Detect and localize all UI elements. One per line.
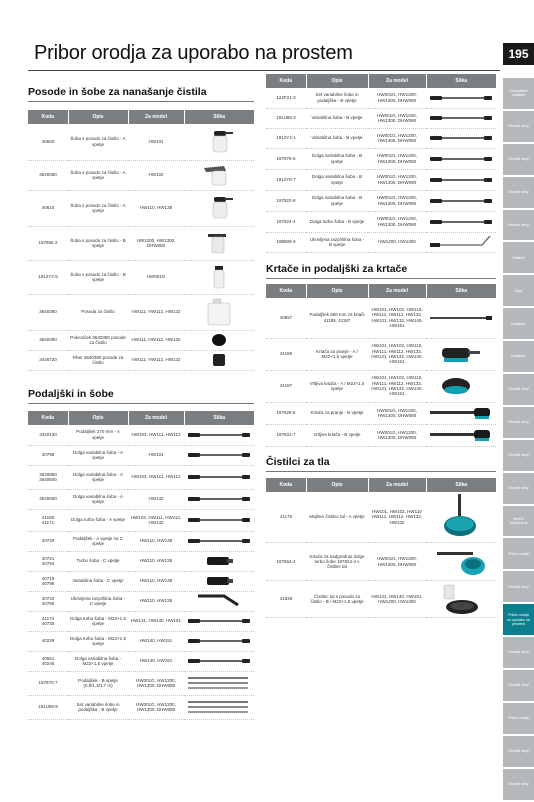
cell-desc: Podaljšek - A vpetje na C vpetje — [68, 531, 128, 551]
side-tab[interactable]: Rezalni stroji — [503, 473, 534, 504]
table-header — [28, 110, 254, 124]
cell-code: 197876-5 — [266, 148, 306, 169]
cell-code: 3640390 — [28, 330, 68, 350]
column-header-code: Koda — [266, 284, 306, 298]
cell-model: HW101, HW102, HW110 HW111, HW112, HW132, HW132 — [368, 492, 426, 543]
cell-code: 40720 — [28, 531, 68, 551]
section-divider — [266, 278, 496, 279]
cell-code: 197870-7 — [28, 671, 68, 695]
cell-model: HW102 — [128, 160, 184, 190]
table-row — [28, 330, 254, 350]
side-tab[interactable]: Brusilniki — [503, 308, 534, 339]
cell-code: 40657 — [266, 298, 306, 338]
section-title-posode: Posode in šobe za nanašanje čistila — [28, 86, 207, 98]
product-image-lance-icon — [426, 211, 496, 232]
cell-code: 41849 — [266, 581, 306, 618]
cell-code: 191U86-2 — [266, 108, 306, 128]
page-number: 195 — [503, 43, 534, 65]
product-image-rods-icon — [184, 671, 254, 695]
product-image-brush-long-icon — [426, 424, 496, 446]
cell-code: 41186 — [266, 338, 306, 370]
cell-model: HW101 — [128, 445, 184, 465]
table-row — [28, 531, 254, 551]
column-header-desc: Opis — [306, 284, 368, 298]
product-image-lance-icon — [426, 128, 496, 148]
section-divider — [28, 101, 254, 102]
table-row — [266, 108, 496, 128]
cell-code: 40798 — [28, 445, 68, 465]
table-row — [28, 425, 254, 445]
cell-model: HW001G, HW1200, HW1300, DHW080 — [368, 148, 426, 169]
product-image-rods-icon — [184, 695, 254, 719]
cell-model: HW102, HW111, HW112 — [128, 425, 184, 445]
product-image-lance-icon — [184, 445, 254, 465]
column-header-image: Slika — [426, 74, 496, 88]
table-row — [28, 489, 254, 509]
side-tab[interactable]: Vrtalniki — [503, 242, 534, 273]
cell-desc: Turbo šoba - C vpetje — [68, 551, 128, 571]
cell-model: HW001G, HW1200, HW1300, DHW080 — [368, 211, 426, 232]
side-tab[interactable]: Rezalni stroji — [503, 144, 534, 175]
product-image-brush-long-icon — [426, 402, 496, 424]
cell-model: HW001G, HW1200, HW1300, DHW080 — [368, 108, 426, 128]
column-header-model: Za model — [368, 74, 426, 88]
cell-code: 197824-4 — [266, 211, 306, 232]
column-header-code: Koda — [28, 411, 68, 425]
side-tab[interactable]: Rezalni stroji — [503, 769, 534, 800]
cell-desc: Pokrovček 3640380 posode za čistilo — [68, 330, 128, 350]
product-image-brush-icon — [426, 338, 496, 370]
cell-desc: Krtača za pranje - B vpetje — [306, 402, 368, 424]
product-image-cap-icon — [184, 330, 254, 350]
side-tab[interactable]: Žage — [503, 275, 534, 306]
product-image-lance-icon — [184, 489, 254, 509]
cell-desc: Filter 3640380 posode za čistilo — [68, 350, 128, 370]
product-image-lance-icon — [184, 531, 254, 551]
table-row — [28, 445, 254, 465]
cell-desc: Dolga turbo šoba - M22×1,5 vpetje — [68, 611, 128, 631]
column-header-model: Za model — [368, 478, 426, 492]
cell-desc: Šoba s posodo za čistilo - A vpetje — [68, 160, 128, 190]
cell-model: HW001G — [128, 260, 184, 294]
section-title-krtace: Krtače in podaljški za krtače — [266, 263, 408, 275]
product-image-bent-icon — [184, 591, 254, 611]
side-tab[interactable]: Rezalni stroji — [503, 440, 534, 471]
cell-code: 1912Y2-5 — [28, 260, 68, 294]
cell-model: HW110, HW138 — [128, 571, 184, 591]
column-header-desc: Opis — [68, 110, 128, 124]
cell-code: 40600 — [28, 124, 68, 160]
table-row — [266, 402, 496, 424]
side-tab[interactable]: Rezalni stroji — [503, 637, 534, 668]
side-tab[interactable]: Rezalni stroji — [503, 571, 534, 602]
column-header-code: Koda — [266, 478, 306, 492]
product-image-lance-icon — [184, 611, 254, 631]
cell-desc: Šoba s posodo za čistilo - B vpetje — [68, 226, 128, 260]
column-header-desc: Opis — [306, 74, 368, 88]
cell-model: HW110, HW138 — [128, 190, 184, 226]
column-header-desc: Opis — [68, 411, 128, 425]
cell-code: 3446720 — [28, 350, 68, 370]
product-image-bottle-small-icon — [184, 226, 254, 260]
cell-model: HW001G, HW1200, HW1300, DHW080 — [368, 402, 426, 424]
cell-desc: Dolga variabilna šoba - B vpetje — [306, 148, 368, 169]
side-tab[interactable]: Rezalni stroji — [503, 210, 534, 241]
table-header — [28, 411, 254, 425]
cell-model: HW140, HW151 — [128, 651, 184, 671]
cell-code: 41173 40730 — [28, 611, 68, 631]
cell-desc: Podaljšek - B vpetje (0,9/1,3/1,7 m) — [68, 671, 128, 695]
cell-code: 3640850 3640840 — [28, 465, 68, 489]
cell-desc: Variabilna šoba - C vpetje — [68, 571, 128, 591]
side-tab[interactable]: Merilni instrumenti — [503, 506, 534, 537]
cell-code: 41175 — [266, 492, 306, 543]
table-row — [266, 581, 496, 618]
product-image-lance-icon — [426, 190, 496, 211]
table-row — [266, 298, 496, 338]
product-image-lance-icon — [184, 465, 254, 489]
table-row — [266, 543, 496, 581]
column-header-image: Slika — [426, 478, 496, 492]
cell-code: 1912Y4-1 — [266, 128, 306, 148]
cell-desc: Majhen čistilec tal - A vpetje — [306, 492, 368, 543]
cell-model: HW140, HW151 — [128, 631, 184, 651]
cell-code: 40719 40796 — [28, 571, 68, 591]
cell-model: HW110, HW138 — [128, 551, 184, 571]
table-row — [266, 169, 496, 190]
section-title-podaljski: Podaljški in šobe — [28, 388, 114, 400]
cell-code: 41187 — [266, 370, 306, 402]
table-row — [266, 211, 496, 232]
column-header-desc: Opis — [306, 478, 368, 492]
table-row — [28, 631, 254, 651]
cell-desc: Ukrivljena razpršilna šoba - B vpetje — [306, 232, 368, 252]
product-image-lance-icon — [184, 425, 254, 445]
column-header-code: Koda — [28, 110, 68, 124]
title-divider — [28, 70, 500, 71]
cell-model: HW001G, HW1200, HW1300, DHW080 — [368, 424, 426, 446]
cell-model: HW001G, HW1200, HW1300, DHW080 — [368, 88, 426, 108]
table-row — [28, 260, 254, 294]
cell-code: 3640930 — [28, 489, 68, 509]
product-image-turbo-icon — [184, 571, 254, 591]
table-row — [266, 370, 496, 402]
cell-code: 41169 41171 — [28, 509, 68, 531]
product-image-foam-icon — [184, 160, 254, 190]
table-nozzles-b — [266, 74, 496, 253]
product-image-bottle-tall-icon — [184, 260, 254, 294]
cell-desc: Dolga variabilna šoba - A vpetje — [68, 465, 128, 489]
cell-desc: Variabilna šoba - B vpetje — [306, 108, 368, 128]
side-tab[interactable]: Pribor orodja za uporabo na prostem — [503, 604, 534, 635]
product-image-rod-icon — [426, 298, 496, 338]
product-image-turbo-icon — [184, 551, 254, 571]
cell-desc: Vrtljiva krtača - A / M22×1,5 vpetje — [306, 370, 368, 402]
product-image-canister-icon — [184, 294, 254, 330]
cell-code: 40229 — [28, 631, 68, 651]
cell-desc: Dolga variabilna šoba - B vpetje — [306, 169, 368, 190]
table-header — [266, 284, 496, 298]
cell-code: 40721 40794 — [28, 551, 68, 571]
product-image-lance-icon — [426, 169, 496, 190]
product-image-bottle-icon — [184, 124, 254, 160]
product-image-lance-icon — [426, 148, 496, 169]
cell-code: 197828-6 — [266, 402, 306, 424]
cell-code: 191U58-8 — [28, 695, 68, 719]
cell-model: HW111, HW112, HW132 — [128, 294, 184, 330]
table-row — [28, 509, 254, 531]
cell-desc: Šoba s posodo za čistilo - A vpetje — [68, 124, 128, 160]
product-image-lance-icon — [426, 108, 496, 128]
cell-desc: Podaljšek 270 mm - A vpetje — [68, 425, 128, 445]
table-row — [28, 651, 254, 671]
table-row — [266, 424, 496, 446]
cell-code: 3320130 — [28, 425, 68, 445]
product-image-lance-icon — [184, 651, 254, 671]
table-podaljski — [28, 411, 254, 720]
product-image-lance-icon — [426, 88, 496, 108]
product-image-floor-teal-icon — [426, 543, 496, 581]
table-row — [28, 571, 254, 591]
table-row — [266, 492, 496, 543]
cell-model: HW111, HW112, HW132 — [128, 350, 184, 370]
side-tab[interactable]: Brusilniki — [503, 341, 534, 372]
section-title-cistilci: Čistilci za tla — [266, 456, 330, 468]
cell-desc: Dolga turbo šoba - A vpetje — [68, 509, 128, 531]
cell-desc: Dolga turbo šoba - B vpetje — [306, 211, 368, 232]
product-image-filter-icon — [184, 350, 254, 370]
table-row — [28, 124, 254, 160]
product-image-lance-icon — [184, 509, 254, 531]
column-header-image: Slika — [426, 284, 496, 298]
cell-code: 40551 40246 — [28, 651, 68, 671]
cell-desc: Set variabilne šobe in podaljška - B vpetje — [306, 88, 368, 108]
side-tab[interactable]: Rezalni stroji — [503, 670, 534, 701]
side-tab[interactable]: Rezalni stroji — [503, 736, 534, 767]
column-header-model: Za model — [368, 284, 426, 298]
side-tab[interactable]: Pribor orodja — [503, 538, 534, 569]
cell-model: HW101, HW102, HW110, HW111, HW112, HW132, HW131, HW132, HW140, HW151 — [368, 298, 426, 338]
cell-code: 40610 — [28, 190, 68, 226]
cell-desc: Podaljšek 600 mm za krtači 41185, 41187 — [306, 298, 368, 338]
table-cistilci — [266, 478, 496, 618]
cell-desc: Dolga variabilna šoba - M22×1,5 vpetje — [68, 651, 128, 671]
cell-model: HW102, HW111, HW112, HW132 — [128, 509, 184, 531]
section-divider — [266, 471, 496, 472]
column-header-image: Slika — [184, 411, 254, 425]
cell-desc: Dolga variabilna šoba - A vpetje — [68, 445, 128, 465]
cell-desc: Posoda za čistilo — [68, 294, 128, 330]
cell-model: HW110, HW138 — [128, 591, 184, 611]
cell-code: 3640380 — [28, 294, 68, 330]
table-row — [28, 695, 254, 719]
product-image-floor-icon — [426, 492, 496, 543]
table-row — [28, 591, 254, 611]
table-row — [266, 148, 496, 169]
cell-code: 3640080 — [28, 160, 68, 190]
cell-model: HW001G, HW1200, HW1300, DHW080 — [368, 169, 426, 190]
table-row — [28, 611, 254, 631]
table-row — [28, 190, 254, 226]
cell-model: HW101, HW102, HW110, HW111, HW112, HW132, HW131, HW132, HW140, HW151 — [368, 338, 426, 370]
cell-code: 40722 40795 — [28, 591, 68, 611]
cell-desc: Krtača za pranje - A / M22×1,5 vpetje — [306, 338, 368, 370]
cell-model: HW110, HW138 — [128, 531, 184, 551]
side-tab[interactable]: Rezalni stroji — [503, 111, 534, 142]
cell-desc: Ukrivljena razpršilna šoba - C vpetje — [68, 591, 128, 611]
table-header — [266, 74, 496, 88]
side-tab[interactable]: Pribor orodja — [503, 703, 534, 734]
column-header-code: Koda — [266, 74, 306, 88]
cell-model: HW101, HW102, HW110, HW111, HW112, HW132, HW131, HW132, HW140, HW151 — [368, 370, 426, 402]
column-header-image: Slika — [184, 110, 254, 124]
cell-desc: Šoba s posodo za čistilo - A vpetje — [68, 190, 128, 226]
column-header-model: Za model — [128, 411, 184, 425]
cell-desc: Set variabilne šobe in podaljška - B vpetje — [68, 695, 128, 719]
cell-model: HW111, HW112, HW132 — [128, 330, 184, 350]
table-row — [266, 128, 496, 148]
page-title: Pribor orodja za uporabo na prostem — [34, 42, 353, 64]
table-row — [28, 160, 254, 190]
table-row — [266, 338, 496, 370]
section-divider — [28, 403, 254, 404]
cell-model: HW1200, HW1300 — [368, 232, 426, 252]
cell-model: HW131, HW140, HW151, HW1200, HW1300 — [368, 581, 426, 618]
table-header — [266, 478, 496, 492]
product-image-floor-tank-icon — [426, 581, 496, 618]
cell-model: HW001G, HW1200, HW1300, DHW080 — [368, 543, 426, 581]
table-posode — [28, 110, 254, 371]
column-header-model: Za model — [128, 110, 184, 124]
cell-desc: Dolga variabilna šoba - B vpetje — [306, 190, 368, 211]
table-row — [266, 232, 496, 252]
cell-desc: Dolga turbo šoba - M22×1,5 vpetje — [68, 631, 128, 651]
table-row — [28, 350, 254, 370]
side-tab[interactable]: Rezalni stroji — [503, 374, 534, 405]
cell-code: 122F21-3 — [266, 88, 306, 108]
cell-model: HW001G, HW1200, HW1300, DHW080 — [128, 671, 184, 695]
cell-model: HW132 — [128, 489, 184, 509]
cell-desc: Dolga variabilna šoba - A vpetje — [68, 489, 128, 509]
cell-model: HW001G, HW1200, HW1300, DHW080 — [128, 695, 184, 719]
cell-model: HW001G, HW1200, HW1300, DHW080 — [368, 190, 426, 211]
cell-desc: Čistilec tal s posodo za čistilo - B / M22×1,5 vpetje — [306, 581, 368, 618]
product-image-bent-lance-icon — [426, 232, 496, 252]
cell-desc: Vrtljiva krtača - B vpetje — [306, 424, 368, 446]
cell-model: HW101 — [128, 124, 184, 160]
table-row — [28, 551, 254, 571]
table-row — [28, 465, 254, 489]
side-tabs — [503, 78, 534, 802]
side-tab[interactable]: Rezalni stroji — [503, 177, 534, 208]
cell-desc: Šoba s posodo za čistilo - B vpetje — [68, 260, 128, 294]
cell-code: 197864-2 — [266, 543, 306, 581]
cell-model: HW001G, HW1200, HW1300, DHW080 — [368, 128, 426, 148]
cell-code: 1912Y6-7 — [266, 169, 306, 190]
product-image-lance-icon — [184, 631, 254, 651]
product-image-brush-round-icon — [426, 370, 496, 402]
table-row — [28, 226, 254, 260]
cell-model: HW1200, HW1300, DHW080 — [128, 226, 184, 260]
cell-code: 197856-2 — [28, 226, 68, 260]
table-row — [28, 294, 254, 330]
cell-desc: Variabilna šoba - B vpetje — [306, 128, 368, 148]
cell-code: 198909-3 — [266, 232, 306, 252]
cell-code: 197822-8 — [266, 190, 306, 211]
product-image-bottle-icon — [184, 190, 254, 226]
table-row — [266, 88, 496, 108]
cell-model: HW131, HW140, HW151 — [128, 611, 184, 631]
side-tab[interactable]: Rezalni stroji — [503, 407, 534, 438]
table-row — [28, 671, 254, 695]
cell-model: HW102, HW111, HW112 — [128, 465, 184, 489]
cell-code: 197831-7 — [266, 424, 306, 446]
cell-desc: Krtača za nadgradnjo dolge turbo šobe 197824-4 v čistilec tal — [306, 543, 368, 581]
table-row — [266, 190, 496, 211]
table-krtace — [266, 284, 496, 447]
side-tab[interactable]: Visokotlačni čistilniki — [503, 78, 534, 109]
